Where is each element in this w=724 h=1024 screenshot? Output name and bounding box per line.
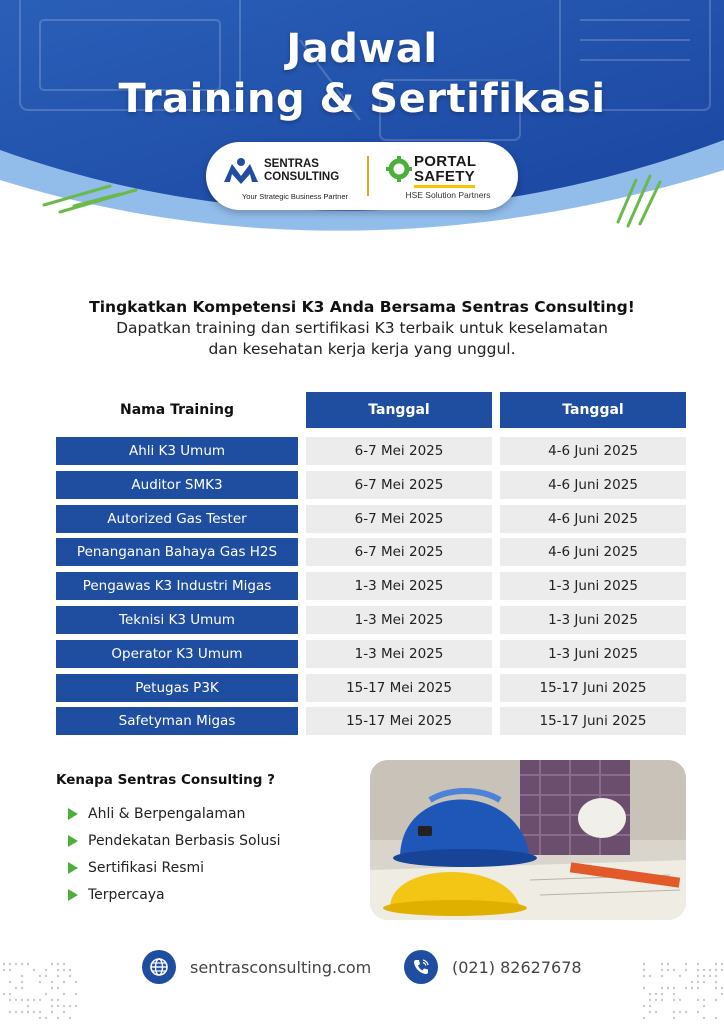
intro-headline: Tingkatkan Kompetensi K3 Anda Bersama Sentras Consulting! [89,298,635,316]
date-cell-2: 15-17 Juni 2025 [500,674,686,702]
training-name-cell: Penanganan Bahaya Gas H2S [56,538,298,566]
column-header-date-1: Tanggal [306,392,492,428]
website-link[interactable]: sentrasconsulting.com [190,957,372,977]
training-name-cell: Auditor SMK3 [56,471,298,499]
sentras-name-line2: CONSULTING [264,171,340,183]
globe-icon [142,950,176,984]
portal-name-line1: PORTAL [414,153,477,170]
logo-divider [367,156,369,196]
date-cell-2: 15-17 Juni 2025 [500,707,686,735]
training-name-cell: Pengawas K3 Industri Migas [56,572,298,600]
date-cell-1: 15-17 Mei 2025 [306,674,492,702]
why-item-label: Ahli & Berpengalaman [88,805,246,822]
page-title-line1: Jadwal [286,26,438,72]
arrow-right-icon [68,808,78,820]
decorative-dots-right [640,960,724,1024]
column-header-training: Nama Training [120,402,234,418]
header-banner [0,0,724,260]
date-cell-2: 4-6 Juni 2025 [500,471,686,499]
date-cell-1: 6-7 Mei 2025 [306,437,492,465]
why-item [68,800,281,827]
table-row [0,538,724,566]
date-cell-2: 1-3 Juni 2025 [500,606,686,634]
phone-glyph [411,957,431,977]
training-name-cell: Safetyman Migas [56,707,298,735]
phone-number[interactable]: (021) 82627678 [452,957,582,977]
helmet-illustration [370,760,686,920]
table-row [0,505,724,533]
portal-tagline: HSE Solution Partners [405,190,491,200]
date-cell-2: 4-6 Juni 2025 [500,437,686,465]
page-title-line2: Training & Sertifikasi [118,76,606,122]
sentras-name-line1: SENTRAS [264,158,319,170]
date-cell-2: 4-6 Juni 2025 [500,538,686,566]
portal-safety-logo [378,150,508,202]
date-cell-1: 1-3 Mei 2025 [306,572,492,600]
date-cell-1: 6-7 Mei 2025 [306,538,492,566]
sentras-logo [220,152,370,202]
date-cell-1: 6-7 Mei 2025 [306,471,492,499]
why-list [68,800,281,908]
phone-icon [404,950,438,984]
training-name-cell: Petugas P3K [56,674,298,702]
gear-icon [386,156,412,182]
training-name-cell: Teknisi K3 Umum [56,606,298,634]
table-row [0,471,724,499]
why-item [68,881,281,908]
date-cell-2: 1-3 Juni 2025 [500,572,686,600]
training-name-cell: Ahli K3 Umum [56,437,298,465]
portal-name-line2: SAFETY [414,169,475,188]
date-cell-2: 1-3 Juni 2025 [500,640,686,668]
why-item-label: Terpercaya [88,886,165,903]
arrow-right-icon [68,835,78,847]
globe-glyph [149,957,169,977]
table-row [0,640,724,668]
column-header-date-2: Tanggal [500,392,686,428]
date-cell-1: 15-17 Mei 2025 [306,707,492,735]
phone-contact[interactable] [404,950,582,984]
training-name-cell: Autorized Gas Tester [56,505,298,533]
table-row [0,707,724,735]
date-cell-1: 1-3 Mei 2025 [306,606,492,634]
why-item [68,854,281,881]
intro-body-line1: Dapatkan training dan sertifikasi K3 terbaik untuk keselamatan [116,319,608,337]
sentras-mark-icon [222,156,260,186]
why-item-label: Pendekatan Berbasis Solusi [88,832,281,849]
arrow-right-icon [68,889,78,901]
why-item-label: Sertifikasi Resmi [88,859,205,876]
sentras-tagline: Your Strategic Business Partner [241,192,349,201]
safety-helmet-photo [370,760,686,920]
intro-section [30,296,694,360]
why-title: Kenapa Sentras Consulting ? [56,772,275,788]
intro-body-line2: dan kesehatan kerja kerja yang unggul. [208,340,516,358]
training-name-cell: Operator K3 Umum [56,640,298,668]
sentras-name [264,158,339,184]
table-row [0,437,724,465]
arrow-right-icon [68,862,78,874]
why-item [68,827,281,854]
partner-logos [206,142,518,210]
date-cell-1: 1-3 Mei 2025 [306,640,492,668]
website-contact[interactable] [142,950,371,984]
date-cell-2: 4-6 Juni 2025 [500,505,686,533]
table-row [0,572,724,600]
table-row [0,606,724,634]
table-row [0,674,724,702]
date-cell-1: 6-7 Mei 2025 [306,505,492,533]
decorative-dots-left [0,960,80,1024]
